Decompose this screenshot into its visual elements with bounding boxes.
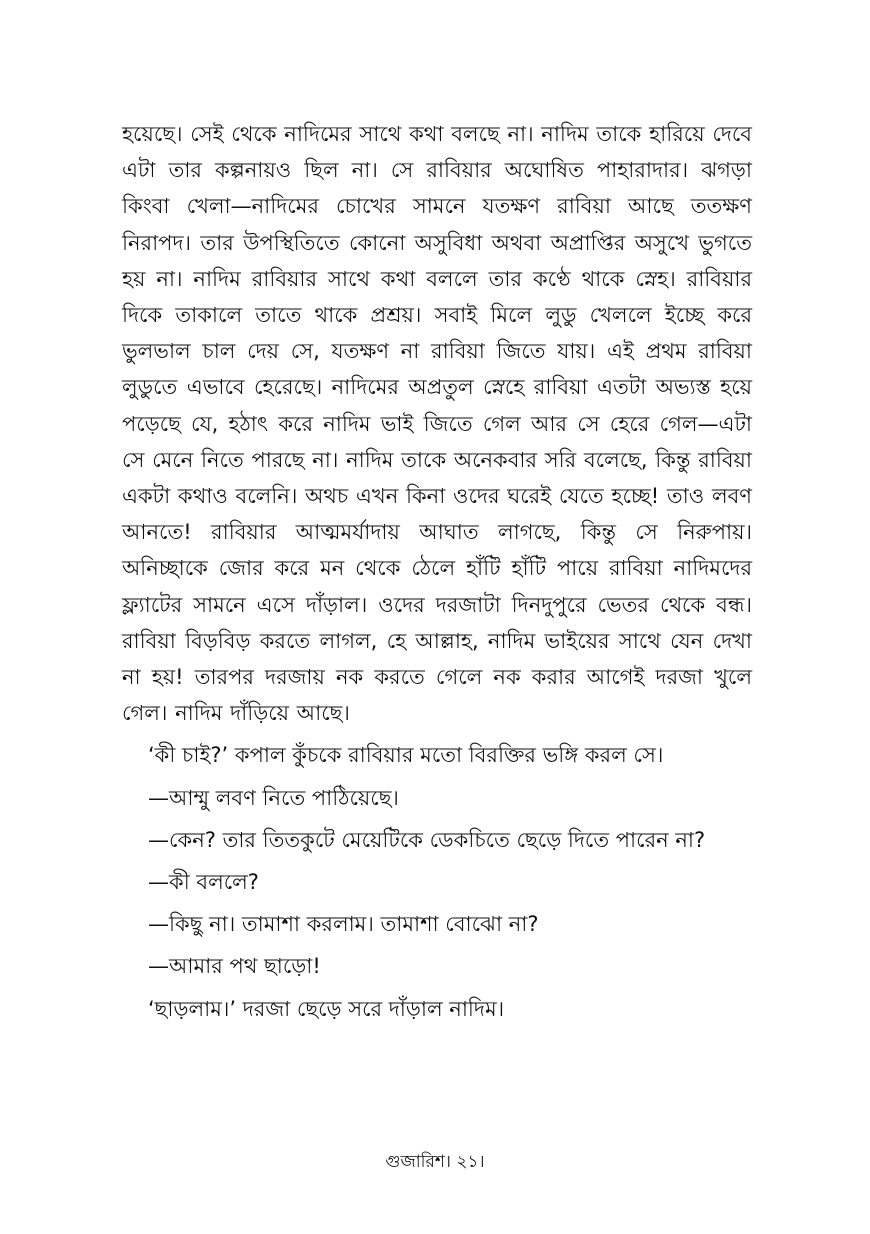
dialogue-line-2: —আম্মু লবণ নিতে পাঠিয়েছে। [148,785,399,810]
dialogue-line-5: —কিছু না। তামাশা করলাম। তামাশা বোঝো না? [148,912,539,937]
page-footer: গুজারিশ। ২১। [385,1152,485,1172]
dialogue-line-7: ‘ছাড়লাম।’ দরজা ছেড়ে সরে দাঁড়াল নাদিম। [148,996,505,1021]
dialogue-line-4: —কী বললে? [148,870,259,895]
narrative-paragraph: হয়েছে। সেই থেকে নাদিমের সাথে কথা বলছে না। নাদিম তাকে হারিয়ে দেবে এটা তার কল্পনায়ও ছিল না। সে রাবিয়ার অঘোষিত পাহারাদার। ঝগড়া কিংবা খেলা—নাদিমের চোখের সামনে যতক্ষণ রাবিয়া আছে ততক্ষণ নিরাপদ। তার উপস্থিতিতে কোনো অসুবিধা অথবা অপ্রাপ্তির অসুখে ভুগতে হয় না। নাদিম রাবিয়ার সাথে কথা বললে তার কণ্ঠে থাকে স্নেহ। রাবিয়ার দিকে তাকালে তাতে থাকে প্রশ্রয়। সবাই মিলে লুডু খেললে ইচ্ছে করে ভুলভাল চাল দেয় সে, যতক্ষণ না রাবিয়া জিতে যায়। এই প্রথম রাবিয়া লুডুতে এভাবে হেরেছে। নাদিমের অপ্রতুল স্নেহে রাবিয়া এতটা অভ্যস্ত হয়ে পড়েছে যে, হঠাৎ করে নাদিম ভাই জিতে গেল আর সে হেরে গেল—এটা সে মেনে নিতে পারছে না। নাদিম তাকে অনেকবার সরি বলেছে, কিন্তু রাবিয়া একটা কথাও বলেনি। অথচ এখন কিনা ওদের ঘরেই যেতে হচ্ছে! তাও লবণ আনতে! রাবিয়ার আত্মমর্যাদায় আঘাত লাগছে, কিন্তু সে নিরুপায়। অনিচ্ছাকে জোর করে মন থেকে ঠেলে হাঁটি হাঁটি পায়ে রাবিয়া নাদিমদের ফ্ল্যাটের সামনে এসে দাঁড়াল। ওদের দরজাটা দিনদুপুরে ভেতর থেকে বন্ধ। রাবিয়া বিড়বিড় করতে লাগল, হে আল্লাহ, নাদিম ভাইয়ের সাথে যেন দেখা না হয়! তারপর দরজায় নক করতে গেলে নক করার আগেই দরজা খুলে গেল। নাদিম দাঁড়িয়ে আছে। [122,122,752,726]
body-text [122,116,752,1027]
dialogue-line-1: ‘কী চাই?’ কপাল কুঁচকে রাবিয়ার মতো বিরক্তির ভঙ্গি করল সে। [148,743,664,768]
dialogue-line-6: —আমার পথ ছাড়ো! [148,954,321,979]
dialogue-line-3: —কেন? তার তিতকুটে মেয়েটিকে ডেকচিতে ছেড়ে দিতে পারেন না? [148,827,706,852]
